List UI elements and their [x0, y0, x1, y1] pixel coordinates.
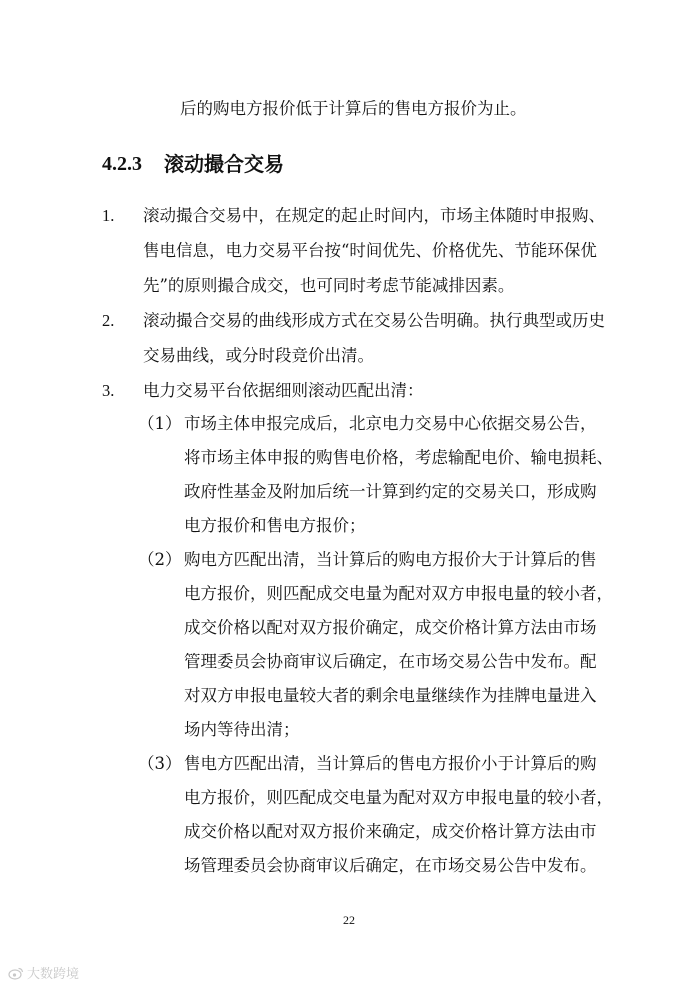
section-title: 滚动撮合交易: [164, 152, 284, 176]
continuation-line: 后的购电方报价低于计算后的售电方报价为止。: [180, 99, 527, 118]
list-item-marker-1: 1.: [102, 206, 115, 225]
subitem-1-line-4: 电方报价和售电方报价；: [184, 516, 366, 535]
list-item-3-line-1: 电力交易平台依据细则滚动匹配出清：: [143, 381, 424, 400]
subitem-2-line-4: 管理委员会协商审议后确定，在市场交易公告中发布。配: [184, 652, 597, 671]
watermark-text: 大数跨境: [27, 967, 80, 982]
subitem-1-line-1: 市场主体申报完成后，北京电力交易中心依据交易公告，: [184, 414, 597, 433]
subitem-2-line-6: 场内等待出清；: [184, 720, 300, 739]
list-item-2-line-1: 滚动撮合交易的曲线形成方式在交易公告明确。执行典型或历史: [143, 311, 605, 330]
section-number: 4.2.3: [102, 153, 142, 175]
subitem-3-line-1: 售电方匹配出清，当计算后的售电方报价小于计算后的购: [184, 754, 597, 773]
subitem-3-line-3: 成交价格以配对双方报价来确定，成交价格计算方法由市: [184, 822, 597, 841]
subitem-3-line-2: 电方报价，则匹配成交电量为配对双方申报电量的较小者，: [184, 788, 613, 807]
subitem-2-line-2: 电方报价，则匹配成交电量为配对双方申报电量的较小者，: [184, 584, 613, 603]
list-item-marker-2: 2.: [102, 311, 115, 330]
subitem-2-line-5: 对双方申报电量较大者的剩余电量继续作为挂牌电量进入: [184, 686, 597, 705]
list-item-2-line-2: 交易曲线，或分时段竞价出清。: [143, 346, 374, 365]
subitem-marker-1: （1）: [138, 414, 182, 433]
subitem-2-line-3: 成交价格以配对双方报价确定，成交价格计算方法由市场: [184, 618, 597, 637]
list-item-1-line-3: 先”的原则撮合成交，也可同时考虑节能减排因素。: [143, 276, 515, 295]
subitem-marker-2: （2）: [138, 550, 182, 569]
subitem-3-line-4: 场管理委员会协商审议后确定，在市场交易公告中发布。: [184, 856, 597, 875]
weibo-icon: [8, 966, 24, 980]
list-item-marker-3: 3.: [102, 381, 115, 400]
subitem-1-line-2: 将市场主体申报的购售电价格，考虑输配电价、输电损耗、: [184, 448, 613, 467]
list-item-1-line-1: 滚动撮合交易中，在规定的起止时间内，市场主体随时申报购、: [143, 206, 605, 225]
list-item-1-line-2: 售电信息，电力交易平台按“时间优先、价格优先、节能环保优: [143, 241, 597, 260]
subitem-1-line-3: 政府性基金及附加后统一计算到约定的交易关口，形成购: [184, 482, 597, 501]
watermark: [8, 963, 79, 982]
subitem-marker-3: （3）: [138, 754, 182, 773]
subitem-2-line-1: 购电方匹配出清，当计算后的购电方报价大于计算后的售: [184, 550, 597, 569]
page-number: 22: [343, 913, 355, 927]
